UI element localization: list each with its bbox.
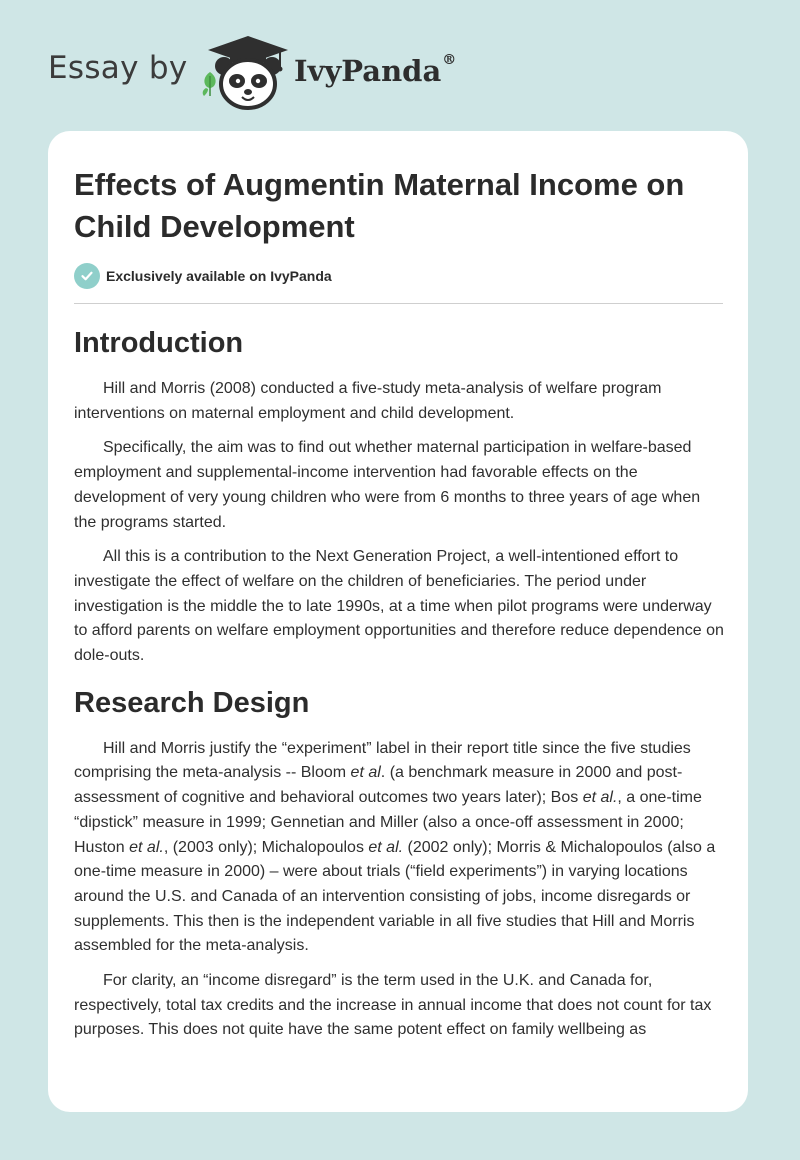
paragraph: All this is a contribution to the Next Generation Project, a well-intentioned effort to investigate the effect of welfare on the children of beneficiaries. The period under investigation is the middle the to late 1990s, at a time when pilot programs were underway to afford parents on welfare employment opportunities and therefore reduce dependence on dole-outs. (74, 548, 724, 665)
section-heading-introduction: Introduction (74, 327, 244, 359)
essay-body (74, 323, 724, 1053)
registered-mark: ® (442, 52, 457, 69)
divider (74, 303, 723, 304)
check-icon (74, 263, 100, 289)
badge-label: Exclusively available on IvyPanda (106, 268, 332, 284)
section-heading-research-design: Research Design (74, 686, 310, 719)
essay-card (48, 131, 748, 1112)
site-header (48, 34, 548, 114)
brand-name: IvyPanda® (294, 52, 457, 88)
essay-by-label: Essay by (48, 50, 188, 86)
exclusive-badge (74, 263, 332, 289)
paragraph: Specifically, the aim was to find out whether maternal participation in welfare-based employment and supplemental-income intervention had favorable effects on the development of very young children who were from 6 months to three years of age when the programs started. (74, 439, 701, 531)
panda-logo-icon (206, 36, 290, 112)
paragraph: For clarity, an “income disregard” is the term used in the U.K. and Canada for, respectively, total tax credits and the increase in annual income that does not count for tax purposes. This does not quite have the same potent effect on family wellbeing as (74, 972, 712, 1039)
paragraph: Hill and Morris (2008) conducted a five-study meta-analysis of welfare program interventions on maternal employment and child development. (74, 380, 662, 422)
paragraph: Hill and Morris justify the “experiment” label in their report title since the five studies comprising the meta-analysis -- Bloom et al. (a benchmark measure in 2000 and post-assessment of cognitive and behavioral outcomes two years later); Bos et al., a one-time “dipstick” measure in 1999; Gennetian and Miller (also a once-off assessment in 2000; Huston et al., (2003 only); Michalopoulos et al. (2002 only); Morris & Michalopoulos (also a one-time measure in 2000) – were about trials (“field experiments”) in varying locations around the U.S. and Canada of an intervention consisting of jobs, income disregards or supplements. This then is the independent variable in all five studies that Hill and Morris assembled for the meta-analysis. (74, 739, 716, 955)
page-title: Effects of Augmentin Maternal Income on Child Development (74, 167, 685, 244)
